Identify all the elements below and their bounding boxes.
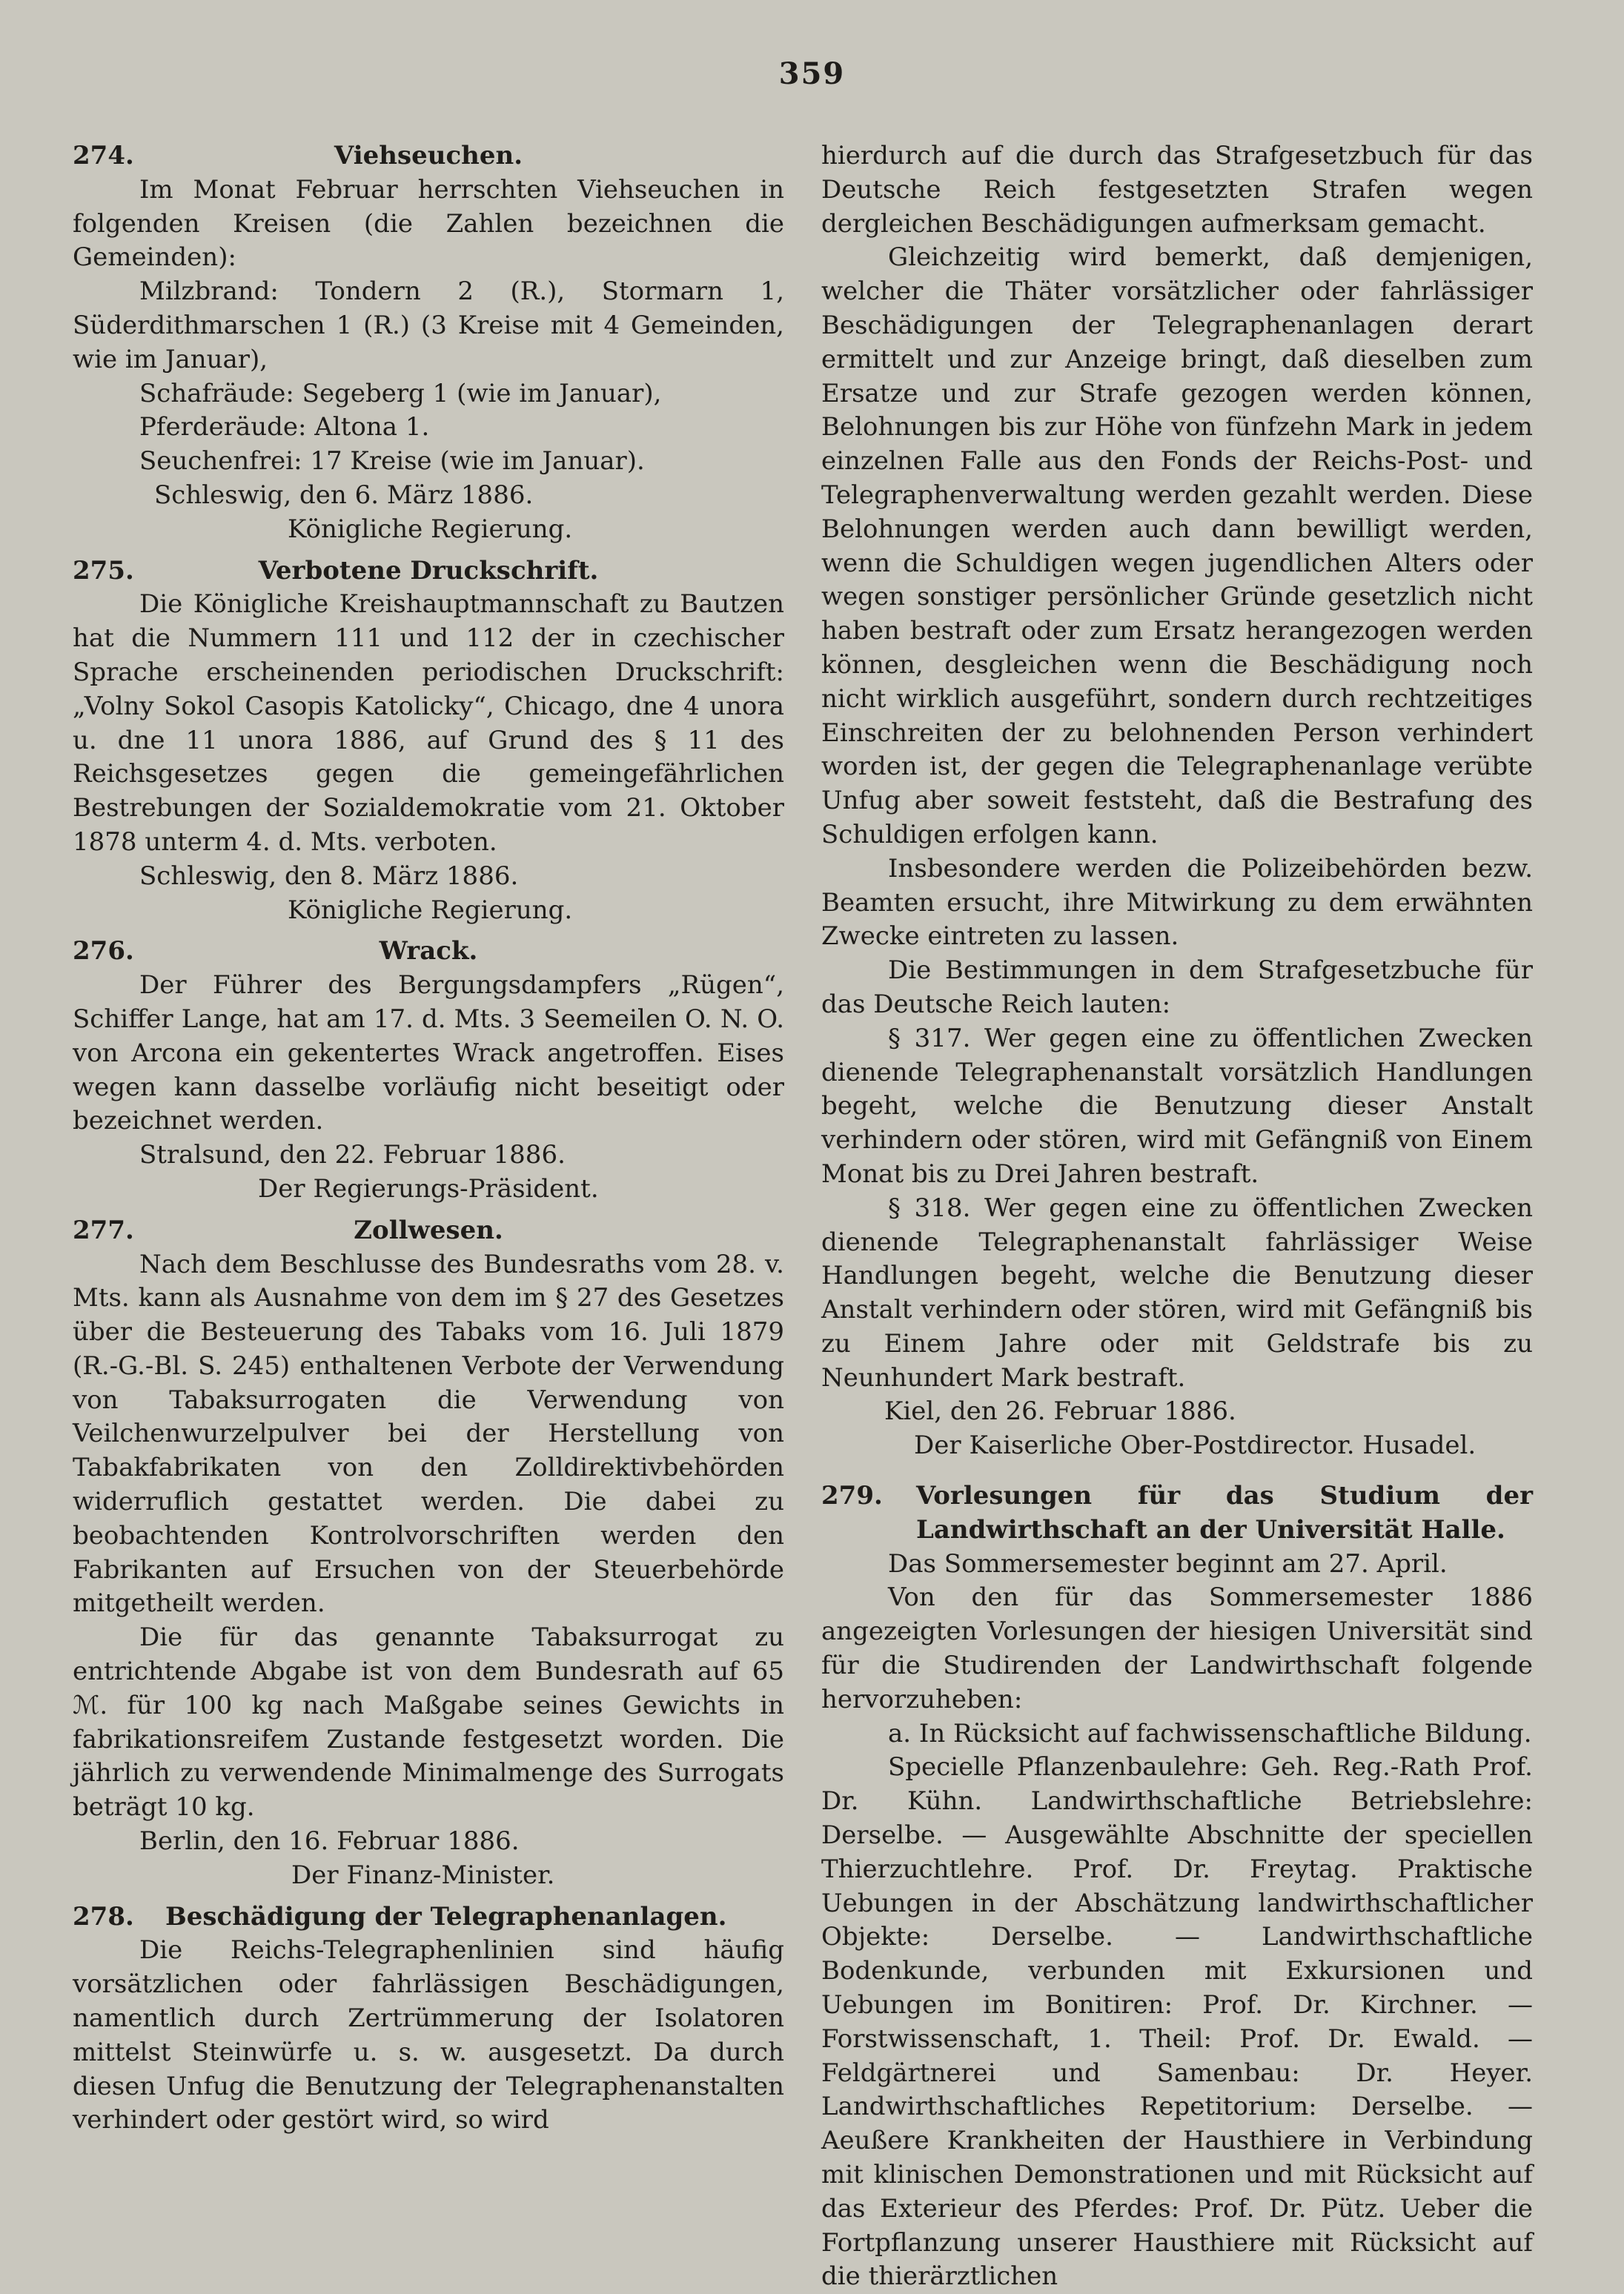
section-276-signer: Der Regierungs-Präsident. <box>258 1173 599 1204</box>
section-number: 279. <box>821 1481 883 1511</box>
section-278-signer: Der Kaiserliche Ober-Postdirector. Husadel. <box>914 1431 1476 1461</box>
section-275-signer: Königliche Regierung. <box>288 895 573 925</box>
section-279-paragraph: Von den für das Sommersemester 1886 angezeigten Vorlesungen der hiesigen Universität sind für die Studirenden der Landwirthschaft folgende hervorzuheben: <box>821 1582 1533 1714</box>
section-number: 274. <box>73 141 134 170</box>
section-276-place-date: Stralsund, den 22. Februar 1886. <box>139 1140 566 1170</box>
section-title: Wrack. <box>379 936 478 967</box>
section-title: Vorlesungen für das Studium der Landwirthschaft an der Universität Halle. <box>916 1481 1533 1545</box>
section-title: Viehseuchen. <box>334 141 523 170</box>
section-275-place-date: Schleswig, den 8. März 1886. <box>139 861 519 891</box>
section-275-heading <box>73 554 784 589</box>
law-paragraph-317: § 317. Wer gegen eine zu öffentlichen Zwecken dienende Telegraphenanstalt vorsätzlich Handlungen begeht, welche die Benutzung dieser Anstalt verhindern oder stören, wird mit Gefängniß von Einem Monat bis zu Drei Jahren bestraft. <box>821 1023 1533 1189</box>
section-277-paragraph: Die für das genannte Tabaksurrogat zu entrichtende Abgabe ist von dem Bundesrath auf 65 ℳ. für 100 kg nach Maßgabe seines Gewichts in fabrikationsreifem Zustande festgesetzt worden. Die jährlich zu verwendende Minimalmenge des Surrogats beträgt 10 kg. <box>73 1622 784 1823</box>
section-274-item: Seuchenfrei: 17 Kreise (wie im Januar). <box>139 446 645 477</box>
section-number: 278. <box>73 1901 134 1932</box>
section-276-heading <box>73 935 784 969</box>
right-column <box>821 139 1533 2294</box>
section-274-item: Milzbrand: Tondern 2 (R.), Stormarn 1, Süderdithmarschen 1 (R.) (3 Kreise mit 4 Gemeinden, wie im Januar), <box>73 276 784 374</box>
section-number: 277. <box>73 1215 134 1245</box>
section-number: 276. <box>73 936 134 967</box>
section-279-subheading: a. In Rücksicht auf fachwissenschaftliche Bildung. <box>888 1718 1532 1748</box>
section-279-heading <box>821 1479 1533 1548</box>
section-277-paragraph: Nach dem Beschlusse des Bundesraths vom 28. v. Mts. kann als Ausnahme von dem im § 27 des Gesetzes über die Besteuerung des Tabaks vom 16. Juli 1879 (R.-G.-Bl. S. 245) enthaltenen Verbote der Verwendung von Tabaksurrogaten die Verwendung von Veilchenwurzelpulver bei der Herstellung von Tabakfabrikaten von den Zolldirektivbehörden widerruflich gestattet werden. Die dabei zu beobachtenden Kontrolvorschriften werden den Fabrikanten auf Ersuchen von der Steuerbehörde mitgetheilt werden. <box>73 1249 784 1619</box>
section-278-continuation: hierdurch auf die durch das Strafgesetzbuch für das Deutsche Reich festgesetzten Strafen wegen dergleichen Beschädigungen aufmerksam gemacht. <box>821 141 1533 239</box>
section-279-lecture-list: Specielle Pflanzenbaulehre: Geh. Reg.-Rath Prof. Dr. Kühn. Landwirthschaftliche Betriebslehre: Derselbe. — Ausgewählte Abschnitte der speciellen Thierzuchtlehre. Prof. Dr. Freytag. Praktische Uebungen in der Abschätzung landwirthschaftlicher Objekte: Derselbe. — Landwirthschaftliche Bodenkunde, verbunden mit Exkursionen und Uebungen im Bonitiren: Prof. Dr. Kirchner. — Forstwissenschaft, 1. Theil: Prof. Dr. Ewald. — Feldgärtnerei und Samenbau: Dr. Heyer. Landwirthschaftliches Repetitorium: Derselbe. — Aeußere Krankheiten der Hausthiere in Verbindung mit klinischen Demonstrationen und mit Rücksicht auf das Exterieur des Pferdes: Prof. Dr. Pütz. Ueber die Fortpflanzung unserer Hausthiere mit Rücksicht auf die thierärztlichen <box>821 1752 1533 2292</box>
section-275-body: Die Königliche Kreishauptmannschaft zu Bautzen hat die Nummern 111 und 112 der in czechischer Sprache erscheinenden periodischen Druckschrift: „Volny Sokol Casopis Katolicky“, Chicago, dne 4 unora u. dne 11 unora 1886, auf Grund des § 11 des Reichsgesetzes gegen die gemeingefährlichen Bestrebungen der Sozialdemokratie vom 21. Oktober 1878 unterm 4. d. Mts. verboten. <box>73 589 784 857</box>
section-276-body: Der Führer des Bergungsdampfers „Rügen“, Schiffer Lange, hat am 17. d. Mts. 3 Seemeilen O. N. O. von Arcona ein gekentertes Wrack angetroffen. Eises wegen kann dasselbe vorläufig nicht beseitigt oder bezeichnet werden. <box>73 970 784 1136</box>
section-278-paragraph: Insbesondere werden die Polizeibehörden bezw. Beamten ersucht, ihre Mitwirkung zu dem erwähnten Zwecke eintreten zu lassen. <box>821 853 1533 952</box>
section-274-signer: Königliche Regierung. <box>288 514 573 544</box>
section-278-heading <box>73 1900 784 1935</box>
left-column <box>73 139 784 2138</box>
section-274-place-date: Schleswig, den 6. März 1886. <box>154 480 534 510</box>
page-number: 359 <box>778 56 846 91</box>
section-279-paragraph: Das Sommersemester beginnt am 27. April. <box>888 1548 1448 1579</box>
section-274-item: Schafräude: Segeberg 1 (wie im Januar), <box>139 378 662 408</box>
section-277-signer: Der Finanz-Minister. <box>291 1860 555 1890</box>
section-274-item: Pferderäude: Altona 1. <box>139 412 430 442</box>
section-title: Verbotene Druckschrift. <box>258 555 599 586</box>
law-paragraph-318: § 318. Wer gegen eine zu öffentlichen Zwecken dienende Telegraphenanstalt fahrlässiger Weise Handlungen begeht, welche die Benutzung dieser Anstalt verhindern oder stören, wird mit Gefängniß bis zu Einem Jahre oder mit Geldstrafe bis zu Neunhundert Mark bestraft. <box>821 1193 1533 1393</box>
section-title: Beschädigung der Telegraphenanlagen. <box>165 1901 727 1932</box>
section-274-heading <box>73 139 784 173</box>
section-title: Zollwesen. <box>354 1215 503 1245</box>
section-277-heading <box>73 1214 784 1248</box>
section-278-paragraph: Gleichzeitig wird bemerkt, daß demjenigen, welcher die Thäter vorsätzlicher oder fahrlässiger Beschädigungen der Telegraphenanlagen derart ermittelt und zur Anzeige bringt, daß dieselben zum Ersatze und zur Strafe gezogen werden können, Belohnungen bis zur Höhe von fünfzehn Mark in jedem einzelnen Falle aus den Fonds der Reichs-Post- und Telegraphenverwaltung werden gezahlt werden. Diese Belohnungen werden auch dann bewilligt werden, wenn die Schuldigen wegen jugendlichen Alters oder wegen sonstiger persönlicher Gründe gesetzlich nicht haben bestraft oder zum Ersatz herangezogen werden können, desgleichen wenn die Beschädigung noch nicht wirklich ausgeführt, sondern durch rechtzeitiges Einschreiten der zu belohnenden Person verhindert worden ist, der gegen die Telegraphenanlage verübte Unfug aber soweit feststeht, daß die Bestrafung des Schuldigen erfolgen kann. <box>821 242 1533 849</box>
section-278-paragraph: Die Bestimmungen in dem Strafgesetzbuche für das Deutsche Reich lauten: <box>821 955 1533 1019</box>
section-274-intro: Im Monat Februar herrschten Viehseuchen in folgenden Kreisen (die Zahlen bezeichnen die Gemeinden): <box>73 174 784 273</box>
section-277-place-date: Berlin, den 16. Februar 1886. <box>139 1826 520 1857</box>
section-278-place-date: Kiel, den 26. Februar 1886. <box>884 1396 1236 1427</box>
section-number: 275. <box>73 555 134 586</box>
section-278-body: Die Reichs-Telegraphenlinien sind häufig vorsätzlichen oder fahrlässigen Beschädigungen, namentlich durch Zertrümmerung der Isolatoren mittelst Steinwürfe u. s. w. ausgesetzt. Da durch diesen Unfug die Benutzung der Telegraphenanstalten verhindert oder gestört wird, so wird <box>73 1935 784 2135</box>
